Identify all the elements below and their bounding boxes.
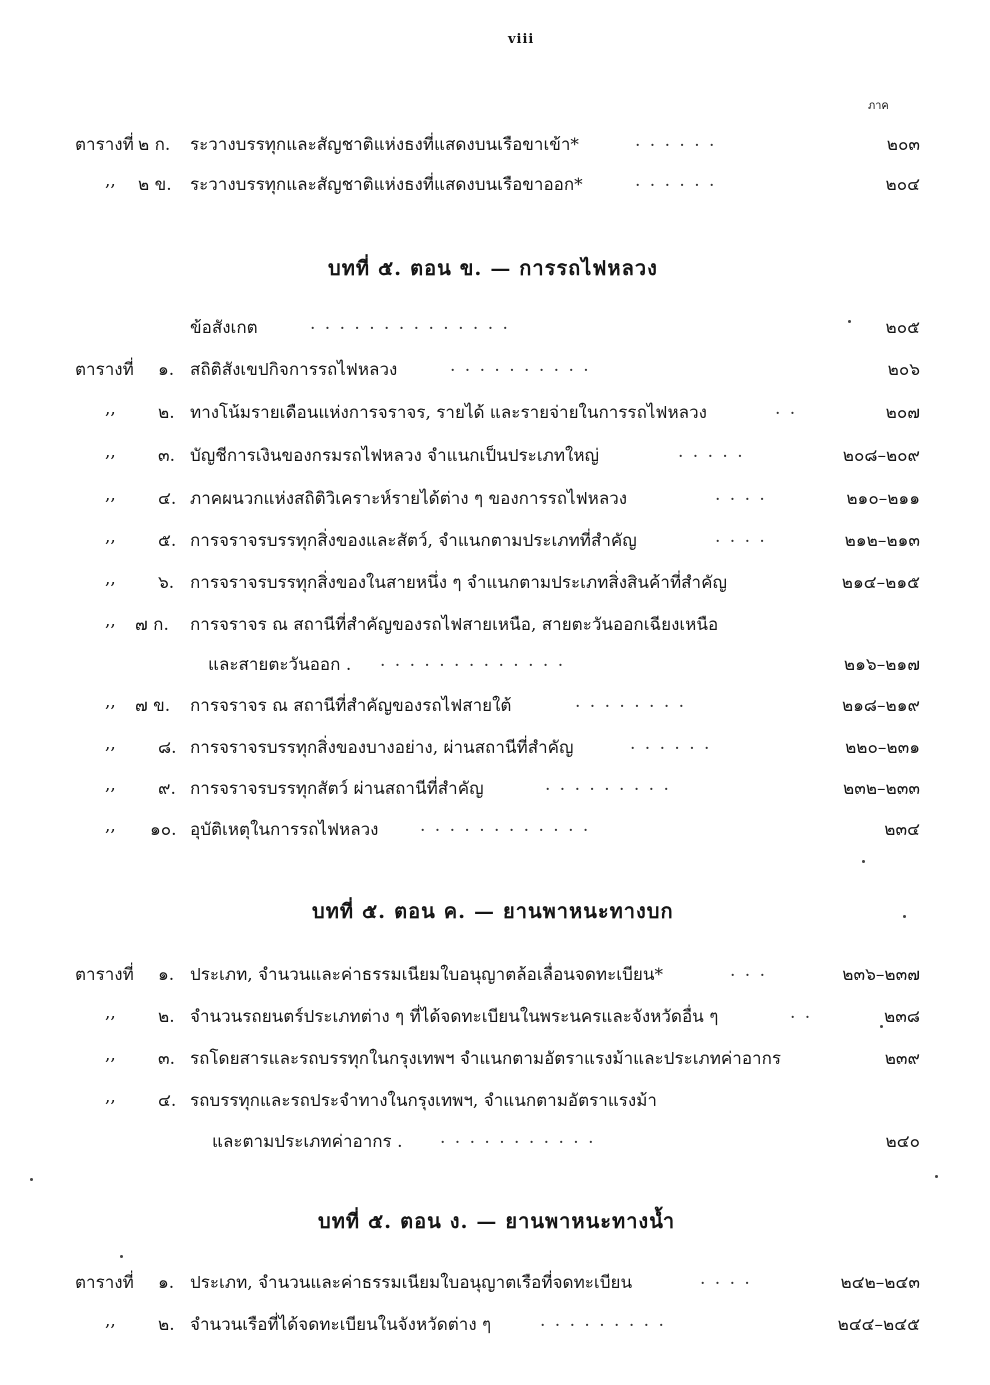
row-title: ประเภท, จำนวนและค่าธรรมเนียมใบอนุญาตเรือที่จดทะเบียน: [190, 1273, 633, 1293]
row-page: ๒๐๖: [887, 360, 920, 380]
scan-speck: [30, 1178, 33, 1181]
row-title: การจราจร ณ สถานีที่สำคัญของรถไฟสายเหนือ, สายตะวันออกเฉียงเหนือ: [190, 615, 719, 635]
toc-row-continuation: [0, 645, 990, 685]
toc-row: [0, 997, 990, 1037]
row-page: ๒๔๐: [885, 1132, 920, 1152]
row-number: ๗ ข.: [135, 696, 171, 716]
row-page: ๒๓๔: [884, 820, 920, 840]
section-heading: บทที่ ๕. ตอน ง. — ยานพาหนะทางน้ำ: [318, 1209, 676, 1233]
toc-row: [0, 393, 990, 433]
row-leader-dots: . . . .: [700, 1269, 752, 1289]
row-leader-dots: . . . . . . . . . . . .: [420, 816, 591, 836]
section-heading: บทที่ ๕. ตอน ค. — ยานพาหนะทางบก: [312, 899, 674, 923]
row-title: การจราจรบรรทุกสัตว์ ผ่านสถานีที่สำคัญ: [190, 779, 484, 799]
row-page: ๒๑๒–๒๑๓: [844, 531, 920, 551]
toc-row: [0, 308, 990, 348]
row-lead: ตารางที่: [75, 965, 134, 985]
row-lead: ,,: [105, 1003, 116, 1023]
row-title: ข้อสังเกต: [190, 318, 258, 338]
row-page: ๒๔๒–๒๔๓: [840, 1273, 920, 1293]
row-page: ๒๐๗: [885, 403, 920, 423]
row-page: ๒๓๙: [884, 1049, 920, 1069]
row-page: ๒๐๘–๒๐๙: [842, 446, 920, 466]
row-title: และตามประเภทค่าอากร .: [212, 1132, 403, 1152]
row-title: รถโดยสารและรถบรรทุกในกรุงเทพฯ จำแนกตามอัตราแรงม้าและประเภทค่าอากร: [190, 1049, 782, 1069]
row-page: ๒๐๔: [885, 175, 920, 195]
row-page: ๒๐๕: [885, 318, 920, 338]
page-column-label: ภาค: [868, 99, 889, 112]
row-title: ทางโน้มรายเดือนแห่งการจราจร, รายได้ และรายจ่ายในการรถไฟหลวง: [190, 403, 707, 423]
toc-row: [0, 563, 990, 603]
toc-row: [0, 1305, 990, 1345]
row-page: ๒๒๐–๒๓๑: [845, 738, 920, 758]
row-title: การจราจรบรรทุกสิ่งของบางอย่าง, ผ่านสถานีที่สำคัญ: [190, 738, 574, 758]
row-leader-dots: . . . . . .: [635, 131, 717, 151]
row-leader-dots: . . . . . . . . . . . . . .: [310, 314, 510, 334]
row-title: อุบัติเหตุในการรถไฟหลวง: [190, 820, 379, 840]
row-lead: ,,: [105, 1087, 116, 1107]
row-number: ๒.: [158, 403, 175, 423]
row-lead: ,,: [105, 692, 116, 712]
row-page: ๒๑๘–๒๑๙: [841, 696, 920, 716]
row-title: และสายตะวันออก .: [208, 655, 352, 675]
page-number: viii: [508, 32, 535, 47]
row-leader-dots: . . . .: [715, 485, 767, 505]
row-lead: ,,: [105, 1311, 116, 1331]
row-number: ๑.: [158, 360, 175, 380]
row-page: ๒๓๒–๒๓๓: [843, 779, 920, 799]
toc-row: [0, 1081, 990, 1121]
row-number: ๗ ก.: [135, 615, 169, 635]
row-leader-dots: . . . . . . . . . . .: [440, 1128, 596, 1148]
toc-row: [0, 769, 990, 809]
row-lead: ,,: [105, 734, 116, 754]
toc-row: [0, 521, 990, 561]
row-lead: ตารางที่: [75, 135, 134, 155]
row-number: ๖.: [158, 573, 175, 593]
scan-speck: [903, 915, 906, 918]
row-leader-dots: . .: [775, 399, 798, 419]
toc-row-continuation: [0, 1122, 990, 1162]
row-lead: ตารางที่: [75, 1273, 134, 1293]
row-page: ๒๐๓: [886, 135, 920, 155]
row-page: ๒๑๐–๒๑๑: [846, 489, 920, 509]
row-number: ๑๐.: [150, 820, 177, 840]
row-title: ระวางบรรทุกและสัญชาติแห่งธงที่แสดงบนเรือขาเข้า*: [190, 135, 579, 155]
scan-speck: [935, 1175, 938, 1178]
row-title: ระวางบรรทุกและสัญชาติแห่งธงที่แสดงบนเรือขาออก*: [190, 175, 583, 195]
toc-row: [0, 479, 990, 519]
row-title: ประเภท, จำนวนและค่าธรรมเนียมใบอนุญาตล้อเลื่อนจดทะเบียน*: [190, 965, 663, 985]
row-lead: ,,: [105, 775, 116, 795]
row-title: สถิติสังเขปกิจการรถไฟหลวง: [190, 360, 398, 380]
row-lead: ,,: [105, 485, 116, 505]
row-number: ๒ ข.: [138, 175, 172, 195]
toc-row: [0, 810, 990, 850]
row-page: ๒๓๘: [884, 1007, 920, 1027]
row-page: ๒๑๖–๒๑๗: [843, 655, 920, 675]
row-page: ๒๑๔–๒๑๕: [841, 573, 920, 593]
row-leader-dots: . . . . . . . .: [575, 692, 687, 712]
scan-speck: [120, 1255, 123, 1258]
row-lead: ,,: [105, 171, 116, 191]
row-number: ๓.: [158, 446, 176, 466]
scan-speck: [848, 320, 851, 323]
row-title: จำนวนเรือที่ได้จดทะเบียนในจังหวัดต่าง ๆ: [190, 1315, 492, 1335]
toc-row: [0, 955, 990, 995]
row-number: ๓.: [158, 1049, 176, 1069]
row-lead: ,,: [105, 442, 116, 462]
section-heading: บทที่ ๕. ตอน ข. — การรถไฟหลวง: [328, 256, 658, 280]
row-leader-dots: . . . . . . . . .: [545, 775, 671, 795]
toc-row: [0, 728, 990, 768]
row-title: ภาคผนวกแห่งสถิติวิเคราะห์รายได้ต่าง ๆ ของการรถไฟหลวง: [190, 489, 628, 509]
scan-speck: [862, 860, 865, 863]
row-leader-dots: . .: [790, 1003, 813, 1023]
row-title: การจราจร ณ สถานีที่สำคัญของรถไฟสายใต้: [190, 696, 512, 716]
row-leader-dots: . . . . . .: [635, 171, 717, 191]
row-number: ๑.: [158, 965, 175, 985]
row-title: จำนวนรถยนตร์ประเภทต่าง ๆ ที่ได้จดทะเบียนในพระนครและจังหวัดอื่น ๆ: [190, 1007, 719, 1027]
toc-row: [0, 350, 990, 390]
row-leader-dots: . . . . . .: [630, 734, 712, 754]
row-page: ๒๓๖–๒๓๗: [842, 965, 920, 985]
row-number: ๘.: [158, 738, 177, 758]
row-number: ๒.: [158, 1007, 175, 1027]
row-title: รถบรรทุกและรถประจำทางในกรุงเทพฯ, จำแนกตามอัตราแรงม้า: [190, 1091, 657, 1111]
row-number: ๑.: [158, 1273, 175, 1293]
row-leader-dots: . . . . . . . . . .: [450, 356, 591, 376]
row-number: ๒.: [158, 1315, 175, 1335]
row-number: ๒ ก.: [138, 135, 171, 155]
scan-speck: [880, 1025, 883, 1028]
row-number: ๙.: [158, 779, 176, 799]
toc-row: [0, 165, 990, 205]
row-number: ๔.: [158, 1091, 177, 1111]
row-lead: ,,: [105, 816, 116, 836]
row-title: บัญชีการเงินของกรมรถไฟหลวง จำแนกเป็นประเภทใหญ่: [190, 446, 600, 466]
row-leader-dots: . . . .: [715, 527, 767, 547]
toc-row: [0, 686, 990, 726]
row-lead: ,,: [105, 569, 116, 589]
row-leader-dots: . . .: [730, 961, 768, 981]
row-lead: ตารางที่: [75, 360, 134, 380]
row-number: ๔.: [158, 489, 177, 509]
row-lead: ,,: [105, 611, 116, 631]
row-page: ๒๔๔–๒๔๕: [837, 1315, 920, 1335]
row-leader-dots: . . . . . . . . .: [540, 1311, 666, 1331]
row-number: ๕.: [158, 531, 177, 551]
toc-row: [0, 1263, 990, 1303]
toc-row: [0, 605, 990, 645]
row-lead: ,,: [105, 527, 116, 547]
row-lead: ,,: [105, 1045, 116, 1065]
row-lead: ,,: [105, 399, 116, 419]
row-title: การจราจรบรรทุกสิ่งของและสัตว์, จำแนกตามประเภทที่สำคัญ: [190, 531, 637, 551]
toc-row: [0, 436, 990, 476]
row-leader-dots: . . . . .: [678, 442, 745, 462]
toc-row: [0, 1039, 990, 1079]
toc-row: [0, 125, 990, 165]
row-title: การจราจรบรรทุกสิ่งของในสายหนึ่ง ๆ จำแนกตามประเภทสิ่งสินค้าที่สำคัญ: [190, 573, 727, 593]
row-leader-dots: . . . . . . . . . . . . .: [380, 651, 566, 671]
